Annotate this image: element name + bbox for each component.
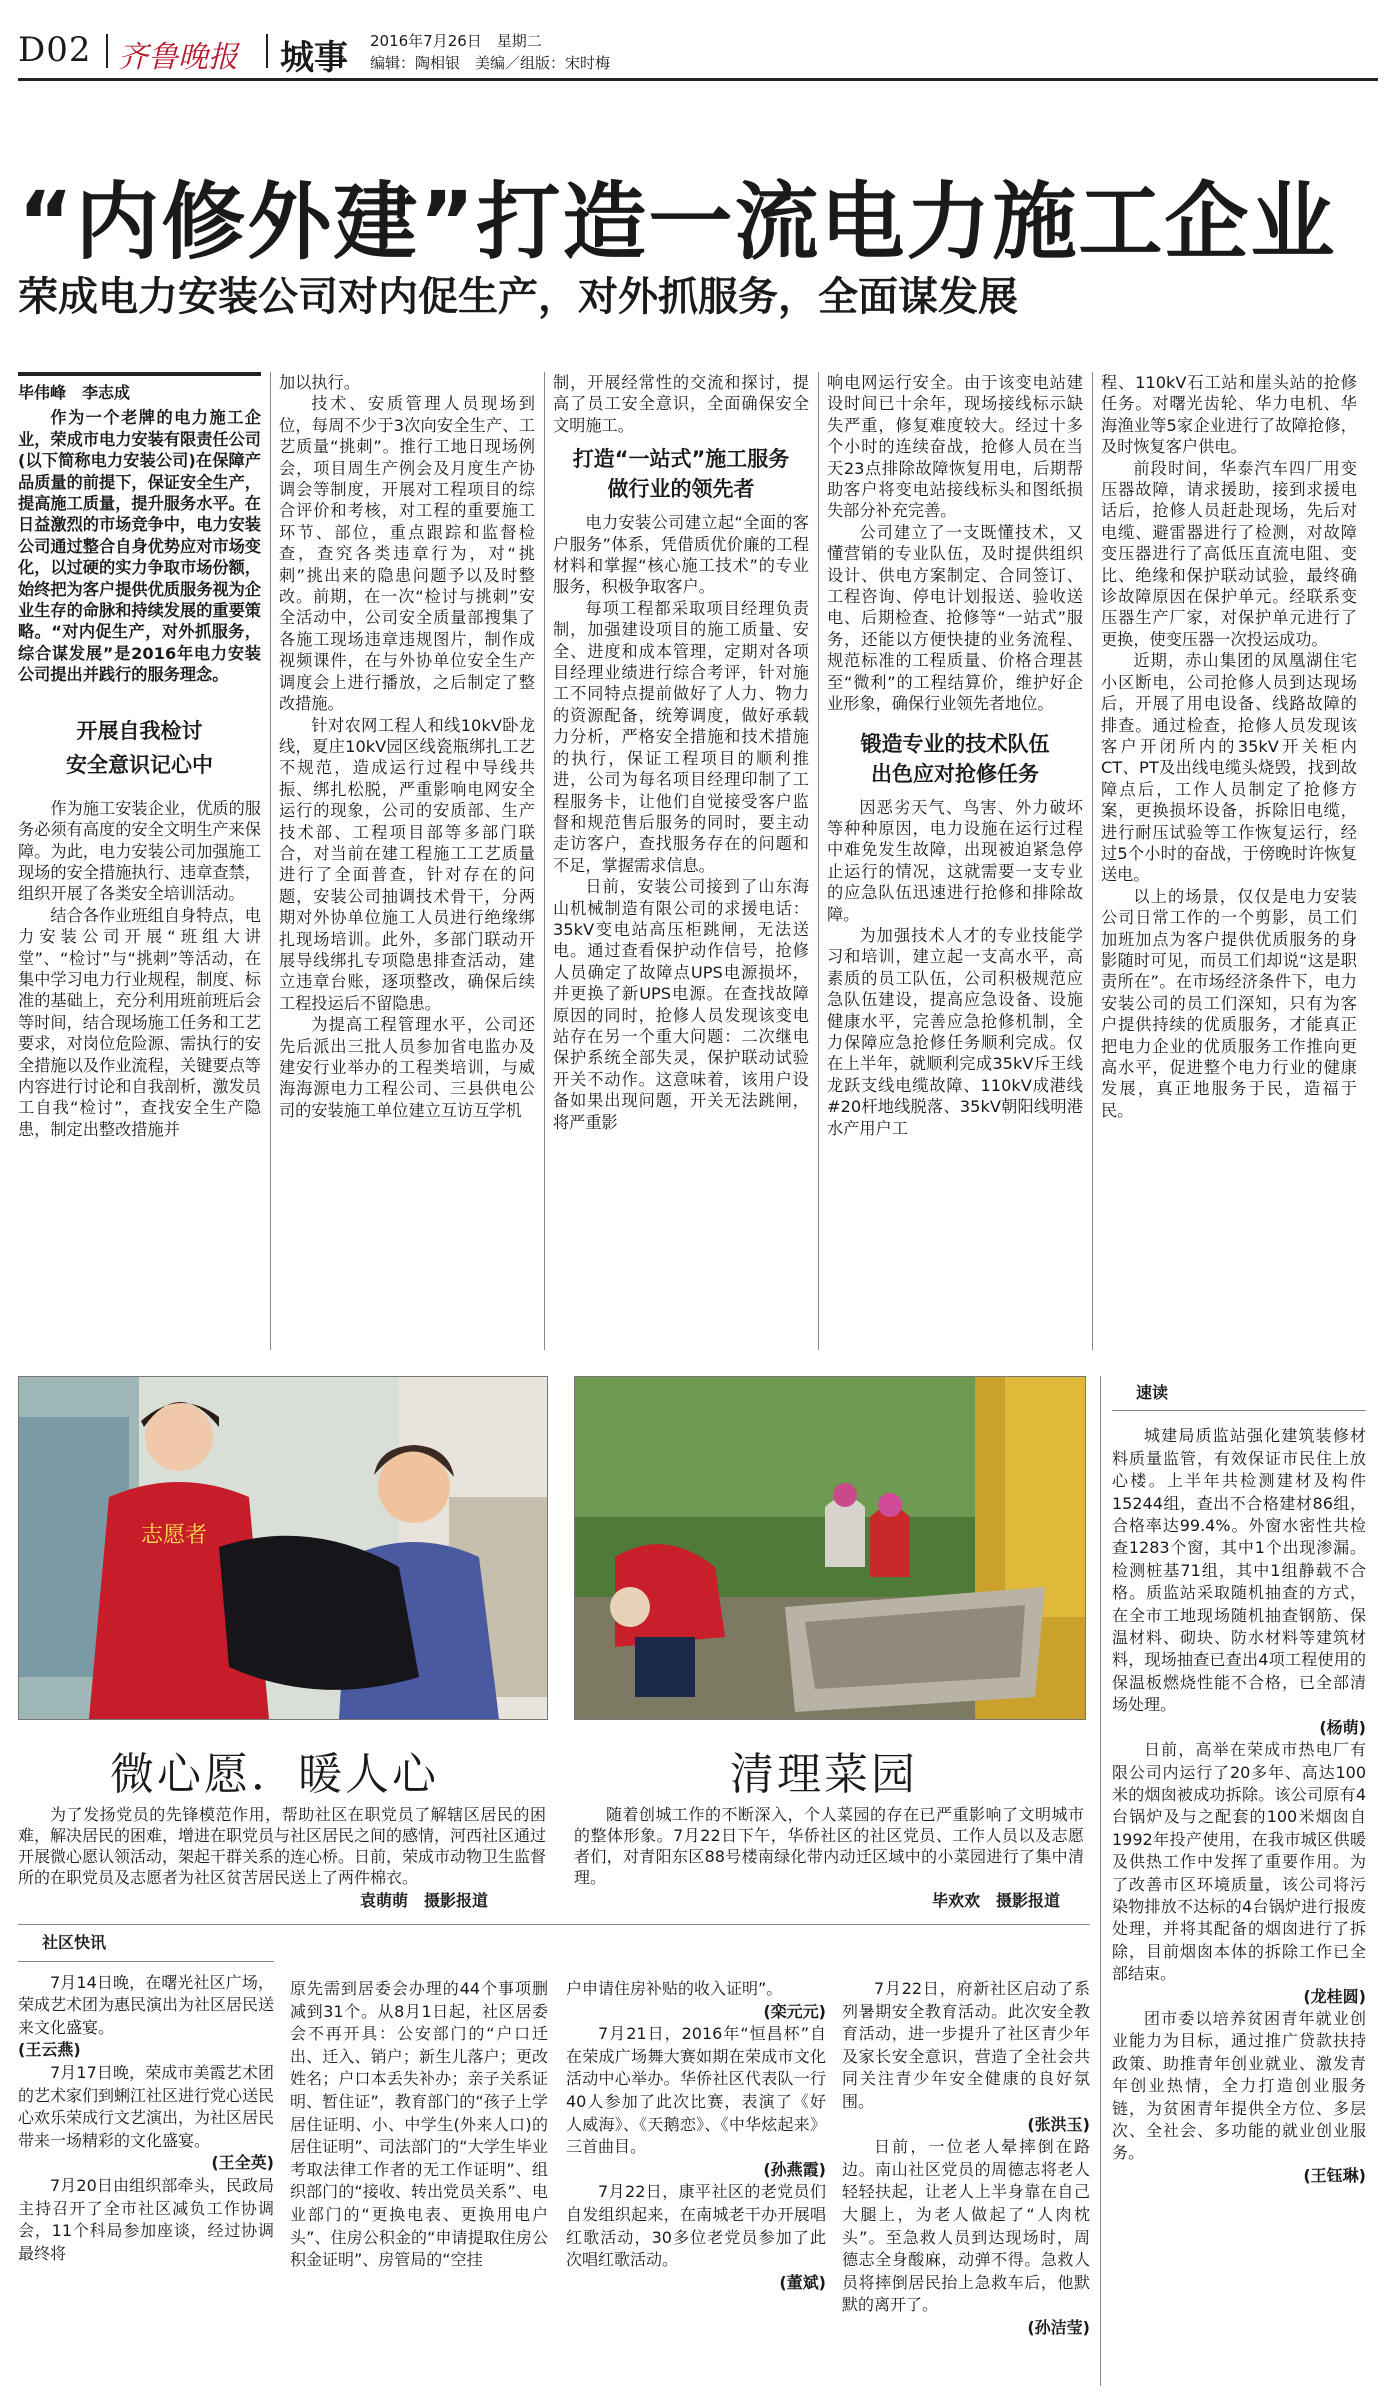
brief-signature: (杨萌) xyxy=(1319,1717,1366,1737)
paragraph: 日前，安装公司接到了山东海山机械制造有限公司的求援电话：35kV变电站高压柜跳闸，无法送电。通过查看保护动作信号，抢修人员确定了故障点UPS电源损坏，并更换了新UPS电源。在查找故障原因的同时，抢修人员发现该变电站存在另一个重大问题：二次继电保护系统全部失灵，保护联动试验开关不动作。这意味着，该用户设备如果出现问题，开关无法跳闸，将严重影 xyxy=(553,877,809,1132)
community-item: 户申请住房补贴的收入证明”。 xyxy=(566,1979,783,1998)
brief-news-box xyxy=(1112,1380,1366,2187)
section-name: 城事 xyxy=(280,38,348,78)
issue-date: 2016年7月26日 星期二 xyxy=(370,32,542,50)
headline: “内修外建”打造一流电力施工企业 xyxy=(18,173,1337,271)
brief-item: 日前，高举在荣成市热电厂有限公司内运行了20多年、高达100米的烟囱被成功拆除。该公司原有4台锅炉及与之配套的100米烟囱自1992年投产使用，在我市城区供暖及供热工作中发挥了重要作用。为了改善市区环境质量，该公司将污染物排放不达标的4台锅炉进行报废处理，并将其配备的烟囱进行了拆除，目前烟囱本体的拆除工作已全部结束。 xyxy=(1112,1740,1366,1984)
community-column-4 xyxy=(842,1978,1090,2340)
paragraph: 每项工程都采取项目经理负责制，加强建设项目的施工质量、安全、进度和成本管理，定期对各项目经理业绩进行综合考评，针对施工不同特点提前做好了人力、物力的资源配备，统筹调度，做好承载力分析，严格安全措施和技术措施的执行，保证工程项目的顺利推进，公司为每名项目经理印制了工程服务卡，让他们自觉接受客户监督和规范售后服务的同时，要主动走访客户，查找服务存在的问题和不足，掌握需求信息。 xyxy=(553,598,809,875)
caption-text: 随着创城工作的不断深入，个人菜园的存在已严重影响了文明城市的整体形象。7月22日下午，华侨社区的社区党员、工作人员以及志愿者们，对青阳东区88号楼南绿化带内动迁区域中的小菜园进行了集中清理。 xyxy=(574,1805,1084,1887)
caption-text: 为了发扬党员的先锋模范作用，帮助社区在职党员了解辖区居民的困难，解决居民的困难，增进在职党员与社区居民之间的感情，河西社区通过开展微心愿认领活动，架起干群关系的连心桥。日前，荣成市动物卫生监督所的在职党员及志愿者为社区贫苦居民送上了两件棉衣。 xyxy=(18,1805,547,1887)
paragraph: 程、110kV石工站和崖头站的抢修任务。对曙光齿轮、华力电机、华海渔业等5家企业进行了故障抢修，及时恢复客户供电。 xyxy=(1101,373,1357,457)
community-signature: (栾元元) xyxy=(763,2001,826,2021)
article-column-5 xyxy=(1101,372,1357,1121)
header-rule xyxy=(18,78,1378,81)
section-subtitle: 锻造专业的技术队伍 出色应对抢修任务 xyxy=(860,731,1050,786)
article-lead: 作为一个老牌的电力施工企业，荣成市电力安装有限责任公司(以下简称电力安装公司)在保障产品质量的前提下，保证安全生产，提高施工质量，提升服务水平。在日益激烈的市场竞争中，电力安装公司通过整合自身优势应对市场变化，以过硬的实力争取市场份额，始终把为客户提供优质服务视为企业生存的命脉和持续发展的重要策略。“对内促生产，对外抓服务，综合谋发展”是2016年电力安装公司提出并践行的服务理念。 xyxy=(18,408,261,685)
paragraph: 为提高工程管理水平，公司还先后派出三批人员参加省电监办及建安行业举办的工程类培训，与威海海源电力工程公司、三县供电公司的安装施工单位建立互访互学机 xyxy=(279,1015,535,1120)
photo-caption xyxy=(574,1804,1084,1888)
subheadline: 荣成电力安装公司对内促生产，对外抓服务，全面谋发展 xyxy=(18,274,1018,320)
photo-image xyxy=(19,1377,547,1719)
community-item: 7月17日晚，荣成市美霞艺术团的艺术家们到蜊江社区进行党心送民心欢乐荣成行文艺演出，为社区居民带来一场精彩的文化盛宴。 xyxy=(18,2062,275,2150)
community-item: 7月14日晚，在曙光社区广场，荣成艺术团为惠民演出为社区居民送来文化盛宴。 xyxy=(18,1972,275,2037)
section-subtitle: 开展自我检讨 安全意识记心中 xyxy=(66,718,213,777)
community-signature: (孙洁莹) xyxy=(1027,2317,1090,2337)
community-column-1 xyxy=(18,1930,274,2265)
article-column-2 xyxy=(279,372,535,1121)
column-rule xyxy=(1100,1376,1101,2386)
community-item: 日前，一位老人晕摔倒在路边。南山社区党员的周德志将老人轻轻扶起，让老人上半身靠在自己大腿上，为老人做起了“人肉枕头”。至急救人员到达现场时，周德志全身酸麻，动弹不得。急救人员将摔倒居民抬上急救车后，他默默的离开了。 xyxy=(842,2137,1090,2315)
community-signature: (张洪玉) xyxy=(1027,2114,1090,2134)
article-column-4 xyxy=(827,372,1083,1139)
section-subtitle: 打造“一站式”施工服务 做行业的领先者 xyxy=(572,447,790,502)
brief-item: 团市委以培养贫困青年就业创业能力为目标，通过推广贷款扶持政策、助推青年创业就业、激发青年创业热情，全力打造创业服务链，为贫困青年提供全方位、多层次、全社会、多功能的就业创业服务。 xyxy=(1112,2008,1366,2163)
community-item: 7月21日，2016年“恒昌杯”自在荣成广场舞大赛如期在荣成市文化活动中心举办。华侨社区代表队一行40人参加了此次比赛，表演了《好人威海》、《天鹅恋》、《中华炫起来》三首曲目。 xyxy=(566,2024,826,2157)
newspaper-logo: 齐鲁晚报 xyxy=(118,40,238,75)
community-column-2 xyxy=(290,1978,548,2272)
photo-volunteers-coats xyxy=(18,1376,548,1720)
paragraph: 近期，赤山集团的凤凰湖住宅小区断电，公司抢修人员到达现场后，开展了用电设备、线路故障的排查。通过检查，抢修人员发现该客户开闭所内的35kV开关柜内CT、PT及出线电缆头烧毁，找到故障点后，工作人员制定了抢修方案，更换损坏设备，拆除旧电缆，进行耐压试验等工作恢复运行，经过5个小时的奋战，于傍晚时许恢复送电。 xyxy=(1101,651,1357,885)
divider xyxy=(266,34,268,68)
vest-lettering: 志愿者 xyxy=(141,1523,208,1548)
brief-item: 城建局质监站强化建筑装修材料质量监管，有效保证市民住上放心楼。上半年共检测建材及构件15244组，查出不合格建材86组，合格率达99.4%。外窗水密性共检查1283个窗，其中1个出现渗漏。检测桩基71组，其中1组静载不合格。质监站采取随机抽查的方式，在全市工地现场随机抽查钢筋、保温材料、砌块、防水材料等建筑材料，现场抽查已查出4项工程使用的保温板燃烧性能不合格，已全部清场处理。 xyxy=(1112,1426,1366,1715)
community-item: 原先需到居委会办理的44个事项删减到31个。从8月1日起，社区居委会不再开具：公安部门的“户口迁出、迁入、销户；新生儿落户；更改姓名；户口本丢失补办；亲子关系证明、暂住证”，教育部门的“孩子上学居住证明、小、中学生(外来人口)的居住证明”、司法部门的“大学生毕业考取法律工作者的无工作证明”、组织部门的“接收、转出党员关系”、电业部门的“更换电表、更换用电户头”、住房公积金的“申请提取住房公积金证明”、房管局的“空挂 xyxy=(290,1979,548,2270)
divider xyxy=(106,34,108,68)
community-signature: (董斌) xyxy=(779,2272,826,2292)
photo-caption xyxy=(18,1804,546,1888)
community-item: 7月22日，康平社区的老党员们自发组织起来，在南城老干办开展唱红歌活动，30多位老党员参加了此次唱红歌活动。 xyxy=(566,2182,826,2270)
paragraph: 为加强技术人才的专业技能学习和培训，建立起一支高水平，高素质的员工队伍，公司积极规范应急队伍建设，提高应急设备、设施健康水平，完善应急抢修机制，全力保障应急抢修任务顺利完成。仅在上半年，就顺利完成35kV斥王线龙跃支线电缆故障、110kV成港线#20杆地线脱落、35kV朝阳线明港水产用户工 xyxy=(827,925,1083,1138)
paragraph: 制，开展经常性的交流和探讨，提高了员工安全意识，全面确保安全文明施工。 xyxy=(553,373,809,435)
brief-signature: (王钰琳) xyxy=(1303,2165,1366,2185)
photo-credit: 袁萌萌 摄影报道 xyxy=(360,1891,489,1910)
column-rule xyxy=(1092,372,1093,1350)
paragraph: 公司建立了一支既懂技术，又懂营销的专业队伍，及时提供组织设计、供电方案制定、合同签订、工程咨询、停电计划报送、验收送电、后期检查、抢修等“一站式”服务，还能以方便快捷的业务流程、规范标准的工程质量、价格合理甚至“微利”的工程结算价，维护好企业形象，确保行业领先者地位。 xyxy=(827,522,1083,714)
community-item: 7月20日由组织部牵头，民政局主持召开了全市社区减负工作协调会，11个科局参加座谈，经过协调最终将 xyxy=(18,2175,274,2263)
column-rule xyxy=(544,372,545,1350)
photo-credit: 毕欢欢 摄影报道 xyxy=(932,1891,1061,1910)
community-signature: (王云燕) xyxy=(18,2040,81,2060)
paragraph: 因恶劣天气、鸟害、外力破坏等种种原因，电力设施在运行过程中难免发生故障，出现被迫紧急停止运行的情况，这就需要一支专业的应急队伍迅速进行抢修和排除故障。 xyxy=(827,797,1083,924)
page-header xyxy=(18,26,1378,76)
paragraph: 电力安装公司建立起“全面的客户服务”体系，凭借质优价廉的工程材料和掌握“核心施工技术”的专业服务，积极争取客户。 xyxy=(553,513,809,597)
community-column-3 xyxy=(566,1978,826,2294)
photo-garden-cleanup xyxy=(574,1376,1086,1720)
paragraph: 技术、安质管理人员现场到位，每周不少于3次向安全生产、工艺质量“挑刺”。推行工地日现场例会，项目周生产例会及月度生产协调会等制度，开展对工程项目的综合评价和考核，对工程的重要施工环节、部位，重点跟踪和监督检查，查究各类违章行为，对“挑刺”挑出来的隐患问题予以及时整改。前期，在一次“检讨与挑刺”安全活动中，公司安全质量部搜集了各施工现场违章违规图片，制作成视频课件，在与外协单位安全生产调度会上进行播放，之后制定了整改措施。 xyxy=(279,394,535,714)
column-rule xyxy=(270,372,271,1350)
photo-title: 微心愿．暖人心 xyxy=(110,1749,439,1800)
paragraph: 结合各作业班组自身特点，电力安装公司开展“班组大讲堂”、“检讨”与“挑刺”等活动，在集中学习电力行业规程，制度、标准的基础上，充分利用班前班后会等时间，结合现场施工任务和工艺要求，对岗位危险源、需执行的安全措施以及作业流程，关键要点等内容进行讨论和自我剖析，激发员工自我“检讨”，查找安全生产隐患，制定出整改措施并 xyxy=(18,905,261,1139)
community-signature: (孙燕霞) xyxy=(763,2159,826,2179)
box-title: 速读 xyxy=(1112,1380,1366,1411)
paragraph: 前段时间，华泰汽车四厂用变压器故障，请求援助，接到求援电话后，抢修人员赶赴现场，先后对电缆、避雷器进行了检测，对故障变压器进行了高低压直流电阻、变比、绝缘和保护联动试验，最终确诊故障原因在保护单元。经联系变压器生产厂家，对保护单元进行了更换，使变压器一次投运成功。 xyxy=(1101,458,1357,649)
photo-title: 清理菜园 xyxy=(730,1749,918,1800)
page-number: D02 xyxy=(18,30,92,70)
paragraph: 以上的场景，仅仅是电力安装公司日常工作的一个剪影，员工们加班加点为客户提供优质服务的身影随时可见，而员工们却说“这是职责所在”。在市场经济条件下，电力安装公司的员工们深知，只有为客户提供持续的优质服务，才能真正把电力企业的优质服务工作推向更高水平，促进整个电力行业的健康发展，真正地服务于民，造福于民。 xyxy=(1101,886,1357,1120)
column-rule xyxy=(818,372,819,1350)
editors-line: 编辑：陶相银 美编／组版：宋时梅 xyxy=(370,54,611,72)
paragraph: 响电网运行安全。由于该变电站建设时间已十余年，现场接线标示缺失严重，修复难度较大。经过十多个小时的连续奋战，抢修人员在当天23点排除故障恢复用电，后期帮助客户将变电站接线标头和图纸损失部分补充完善。 xyxy=(827,373,1083,521)
byline: 毕伟峰 李志成 xyxy=(18,372,261,403)
article-column-1 xyxy=(18,372,261,1140)
box-rule xyxy=(18,1924,1090,1925)
paragraph: 针对农网工程人和线10kV卧龙线，夏庄10kV园区线瓷瓶绑扎工艺不规范，造成运行过程中导线共振、绑扎松脱，严重影响电网安全运行的现象，公司的安质部、生产技术部、工程项目部等多部门联合，对当前在建工程施工工艺质量进行了全面普查，针对存在的问题，安装公司抽调技术骨干，分两期对外协单位施工人员进行绝缘绑扎现场培训。此外，多部门联动开展导线绑扎专项隐患排查活动，建立违章台账，逐项整改，确保后续工程投运后不留隐患。 xyxy=(279,715,535,1013)
paragraph: 作为施工安装企业，优质的服务必须有高度的安全文明生产来保障。为此，电力安装公司加强施工现场的安全措施执行、违章查禁，组织开展了各类安全培训活动。 xyxy=(18,798,261,904)
box-title: 社区快讯 xyxy=(18,1930,274,1962)
brief-signature: (龙桂圆) xyxy=(1303,1986,1366,2006)
paragraph: 加以执行。 xyxy=(279,373,360,392)
article-column-3 xyxy=(553,372,809,1133)
community-item: 7月22日，府新社区启动了系列暑期安全教育活动。此次安全教育活动，进一步提升了社区青少年及家长安全意识，营造了全社会共同关注青少年安全健康的良好氛围。 xyxy=(842,1979,1090,2111)
photo-image xyxy=(575,1377,1085,1719)
community-signature: (王全英) xyxy=(211,2153,274,2173)
